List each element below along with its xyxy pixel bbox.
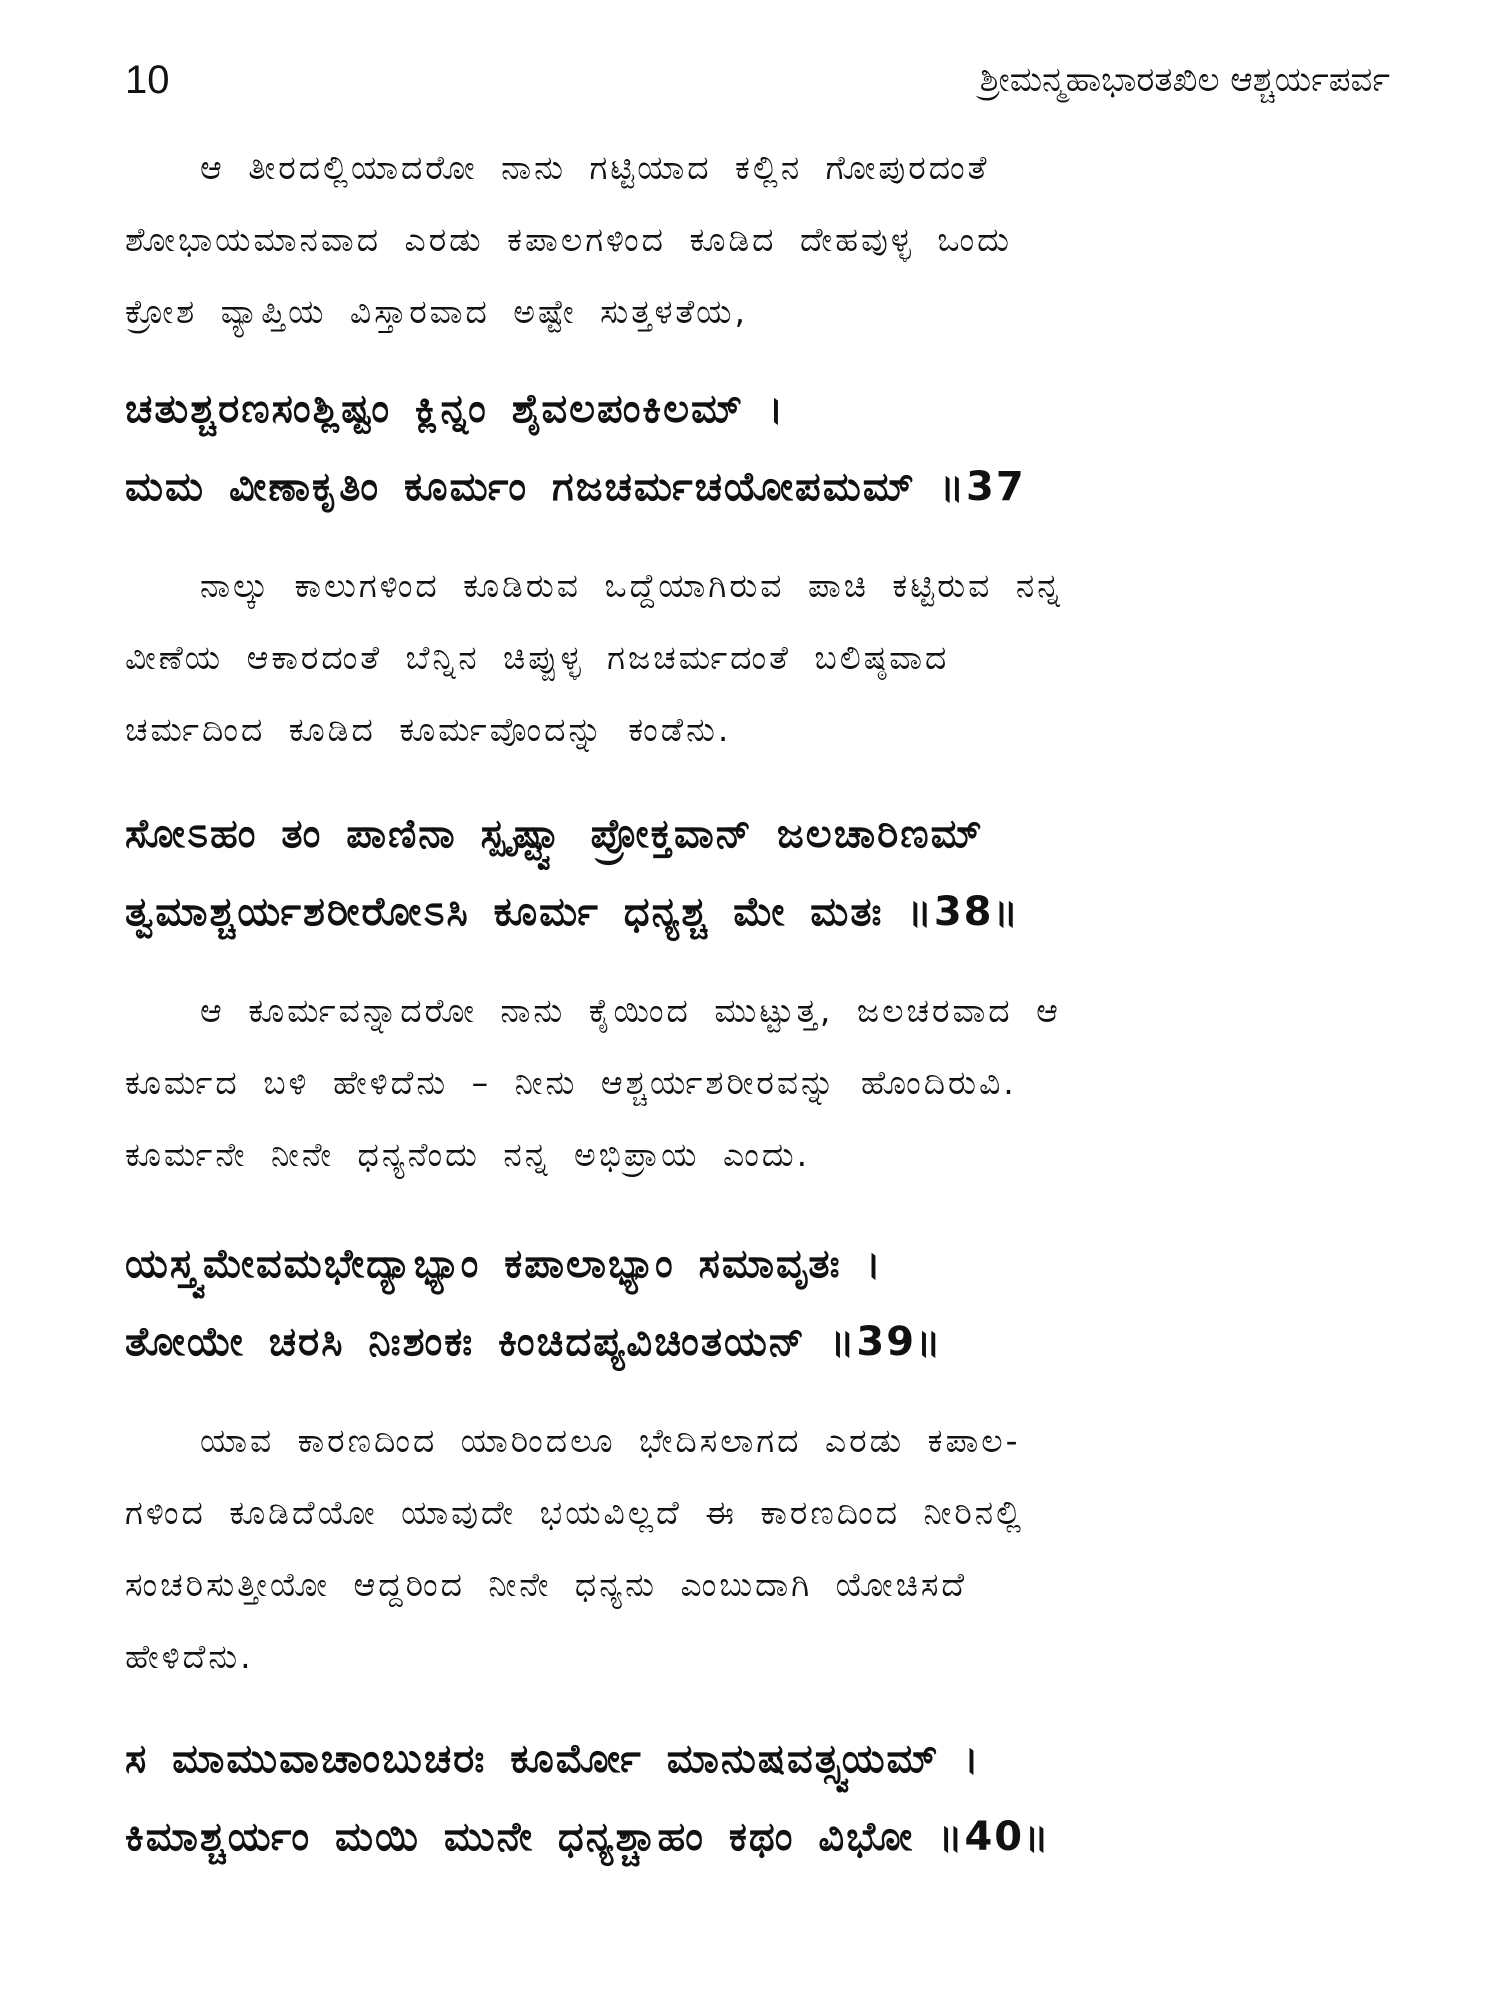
paragraph-line: ಶೋಭಾಯಮಾನವಾದ ಎರಡು ಕಪಾಲಗಳಿಂದ ಕೂಡಿದ ದೇಹವುಳ್ಳ ಒಂದು — [125, 220, 1012, 259]
paragraph-line: ಚರ್ಮದಿಂದ ಕೂಡಿದ ಕೂರ್ಮವೊಂದನ್ನು ಕಂಡೆನು. — [125, 710, 732, 749]
paragraph-line: ಕೂರ್ಮದ ಬಳಿ ಹೇಳಿದೆನು – ನೀನು ಆಶ್ಚರ್ಯಶರೀರವನ್ನು ಹೊಂದಿರುವಿ. — [125, 1063, 1017, 1102]
paragraph-line: ಕೂರ್ಮನೇ ನೀನೇ ಧನ್ಯನೆಂದು ನನ್ನ ಅಭಿಪ್ರಾಯ ಎಂದು. — [125, 1135, 811, 1174]
verse-38 — [125, 795, 1395, 951]
paragraph-line: ಗಳಿಂದ ಕೂಡಿದೆಯೋ ಯಾವುದೇ ಭಯವಿಲ್ಲದೆ ಈ ಕಾರಣದಿಂದ ನೀರಿನಲ್ಲಿ — [125, 1493, 1025, 1532]
paragraph-line: ಸಂಚರಿಸುತ್ತೀಯೋ ಆದ್ದರಿಂದ ನೀನೇ ಧನ್ಯನು ಎಂಬುದಾಗಿ ಯೋಚಿಸದೆ — [125, 1565, 968, 1604]
page-number: 10 — [125, 58, 170, 102]
verse-line: ತೋಯೇ ಚರಸಿ ನಿಃಶಂಕಃ ಕಿಂಚಿದಪ್ಯವಿಚಿಂತಯನ್ ॥39॥ — [125, 1319, 943, 1365]
verse-line: ಕಿಮಾಶ್ಚರ್ಯಂ ಮಯಿ ಮುನೇ ಧನ್ಯಶ್ಚಾಹಂ ಕಥಂ ವಿಭೋ ॥40॥ — [125, 1814, 1051, 1860]
running-title: ಶ್ರೀಮನ್ಮಹಾಭಾರತಖಿಲ ಆಶ್ಚರ್ಯಪರ್ವ — [979, 60, 1390, 100]
paragraph-3 — [125, 975, 1395, 1191]
verse-line: ಸ ಮಾಮುವಾಚಾಂಬುಚರಃ ಕೂರ್ಮೋ ಮಾನುಷವತ್ಸ್ವಯಮ್ । — [125, 1736, 981, 1782]
paragraph-line: ವೀಣೆಯ ಆಕಾರದಂತೆ ಬೆನ್ನಿನ ಚಿಪ್ಪುಳ್ಳ ಗಜಚರ್ಮದಂತೆ ಬಲಿಷ್ಠವಾದ — [125, 638, 950, 677]
paragraph-1 — [125, 132, 1395, 348]
page-header — [125, 52, 1390, 122]
paragraph-line: ಕ್ರೋಶ ವ್ಯಾಪ್ತಿಯ ವಿಸ್ತಾರವಾದ ಅಷ್ಟೇ ಸುತ್ತಳತೆಯ, — [125, 292, 748, 331]
verse-40 — [125, 1720, 1395, 1876]
paragraph-line: ಯಾವ ಕಾರಣದಿಂದ ಯಾರಿಂದಲೂ ಭೇದಿಸಲಾಗದ ಎರಡು ಕಪಾಲ- — [200, 1421, 1021, 1460]
paragraph-2 — [125, 550, 1395, 766]
paragraph-line: ಆ ಕೂರ್ಮವನ್ನಾದರೋ ನಾನು ಕೈಯಿಂದ ಮುಟ್ಟುತ್ತ, ಜಲಚರವಾದ ಆ — [200, 991, 1061, 1030]
verse-line: ಮಮ ವೀಣಾಕೃತಿಂ ಕೂರ್ಮಂ ಗಜಚರ್ಮಚಯೋಪಮಮ್ ॥37 — [125, 464, 1026, 510]
paragraph-line: ನಾಲ್ಕು ಕಾಲುಗಳಿಂದ ಕೂಡಿರುವ ಒದ್ದೆಯಾಗಿರುವ ಪಾಚಿ ಕಟ್ಟಿರುವ ನನ್ನ — [200, 566, 1063, 605]
verse-39 — [125, 1225, 1395, 1381]
verse-line: ಚತುಶ್ಚರಣಸಂಶ್ಲಿಷ್ಟಂ ಕ್ಲಿನ್ನಂ ಶೈವಲಪಂಕಿಲಮ್ । — [125, 386, 786, 432]
verse-line: ಸೋಽಹಂ ತಂ ಪಾಣಿನಾ ಸ್ಪೃಷ್ಟ್ವಾ ಪ್ರೋಕ್ತವಾನ್ ಜಲಚಾರಿಣಮ್ — [125, 811, 984, 857]
paragraph-4 — [125, 1405, 1395, 1693]
paragraph-line: ಆ ತೀರದಲ್ಲಿಯಾದರೋ ನಾನು ಗಟ್ಟಿಯಾದ ಕಲ್ಲಿನ ಗೋಪುರದಂತೆ — [200, 148, 990, 187]
paragraph-line: ಹೇಳಿದೆನು. — [125, 1637, 254, 1676]
verse-line: ಯಸ್ತ್ವಮೇವಮಭೇದ್ಯಾಭ್ಯಾಂ ಕಪಾಲಾಭ್ಯಾಂ ಸಮಾವೃತಃ । — [125, 1241, 883, 1287]
verse-37 — [125, 370, 1395, 526]
verse-line: ತ್ವಮಾಶ್ಚರ್ಯಶರೀರೋಽಸಿ ಕೂರ್ಮ ಧನ್ಯಶ್ಚ ಮೇ ಮತಃ ॥38॥ — [125, 889, 1020, 935]
